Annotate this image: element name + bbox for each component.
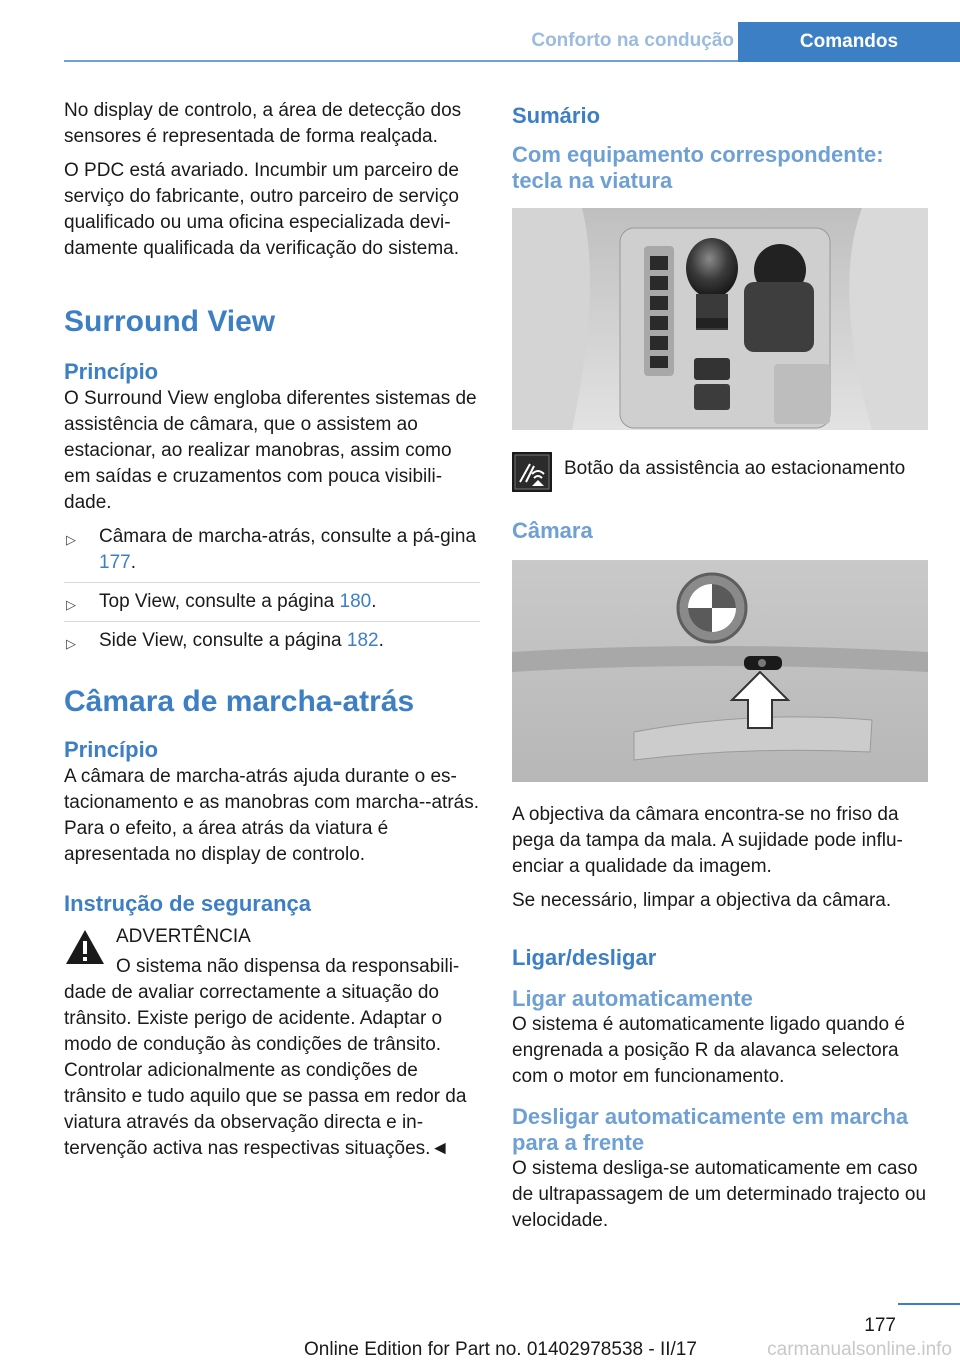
watermark: carmanualsonline.info — [767, 1339, 952, 1360]
warning-icon — [64, 928, 106, 966]
tailgate-camera-photo — [512, 560, 928, 782]
heading-auto-on: Ligar automaticamente — [512, 986, 753, 1011]
heading-auto-off: Desligar automaticamente em marcha para a frente — [512, 1104, 909, 1155]
paragraph-camera-location: A objectiva da câmara encontra-se no friso da pega da tampa da mala. A sujidade pode influ‐enciar a qualidade da imagem. — [512, 804, 903, 877]
warning-title: ADVERTÊNCIA — [116, 926, 251, 947]
paragraph-auto-on: O sistema é automaticamente ligado quando é engrenada a posição R da alavanca selectora com o motor em funcionamento. — [512, 1014, 905, 1087]
paragraph-clean-camera: Se necessário, limpar a objectiva da câmara. — [512, 890, 892, 911]
paragraph-rear-camera: A câmara de marcha-atrás ajuda durante o es‐tacionamento e as manobras com marcha-‐atrás. Para o efeito, a área atrás da viatura é apresentada no display de controlo. — [64, 766, 480, 865]
edition-info: Online Edition for Part no. 01402978538 - II/17 — [304, 1339, 697, 1360]
heading-summary: Sumário — [512, 103, 601, 128]
paragraph-pdc-fault: O PDC está avariado. Incumbir um parceiro de serviço do fabricante, outro parceiro de serviço qualificado ou uma oficina especializada devi‐damente qualificada da verificação do sistema. — [64, 160, 460, 259]
page-header — [64, 0, 960, 62]
triangle-bullet-icon: ▷ — [66, 597, 76, 612]
parking-assist-button-icon — [512, 452, 552, 492]
button-legend — [512, 450, 928, 496]
warning-first-line: O sistema não dispensa da responsabili‐ — [116, 956, 460, 977]
chapter-tab[interactable]: Comandos — [738, 22, 960, 62]
page-link[interactable]: 182 — [346, 630, 379, 651]
heading-surround-view: Surround View — [64, 305, 276, 338]
paragraph-display-area: No display de controlo, a área de detecção dos sensores é representada de forma realçada. — [64, 100, 462, 147]
warning-text: dade de avaliar correctamente a situação do trânsito. Existe perigo de acidente. Adaptar o modo de condução às condições de trânsito. Controlar adicionalmente as condições de trânsito e tudo aquilo que se passa em redor da viatura através da observação directa e in‐tervenção activa nas respectivas situações.◄ — [64, 982, 467, 1159]
heading-principle-2: Princípio — [64, 737, 159, 762]
paragraph-auto-off: O sistema desliga-se automaticamente em caso de ultrapassagem de um determinado trajecto ou velocidade. — [512, 1158, 927, 1231]
triangle-bullet-icon: ▷ — [66, 636, 76, 651]
page-link[interactable]: 177 — [99, 552, 131, 573]
heading-rear-camera: Câmara de marcha-atrás — [64, 685, 415, 718]
heading-camera: Câmara — [512, 518, 593, 543]
heading-on-off: Ligar/desligar — [512, 945, 657, 970]
left-column — [64, 98, 480, 1162]
page-link[interactable]: 180 — [339, 591, 372, 612]
triangle-bullet-icon: ▷ — [66, 532, 76, 547]
cross-reference-list — [64, 518, 480, 660]
warning-block — [64, 924, 480, 1162]
section-tab[interactable]: Conforto na condução — [531, 30, 734, 51]
footer-rule — [898, 1303, 960, 1305]
page-footer — [0, 1303, 960, 1362]
list-item: ▷ Side View, consulte a página 182. — [64, 622, 480, 660]
center-console-photo — [512, 208, 928, 430]
heading-principle-1: Princípio — [64, 359, 159, 384]
right-column — [512, 98, 928, 1234]
button-caption: Botão da assistência ao estacionamento — [564, 458, 906, 479]
heading-safety: Instrução de segurança — [64, 891, 311, 916]
paragraph-surround-intro: O Surround View engloba diferentes sistemas de assistência de câmara, que o assistem ao estacionar, ao realizar manobras, assim como em saídas e cruzamentos com pouca visibili‐dade. — [64, 388, 477, 513]
page-number: 177 — [864, 1315, 896, 1336]
heading-equipment-key: Com equipamento correspondente: tecla na viatura — [512, 142, 884, 193]
list-item: ▷ Câmara de marcha-atrás, consulte a pá‐gina 177. — [64, 518, 480, 583]
list-item: ▷ Top View, consulte a página 180. — [64, 583, 480, 622]
